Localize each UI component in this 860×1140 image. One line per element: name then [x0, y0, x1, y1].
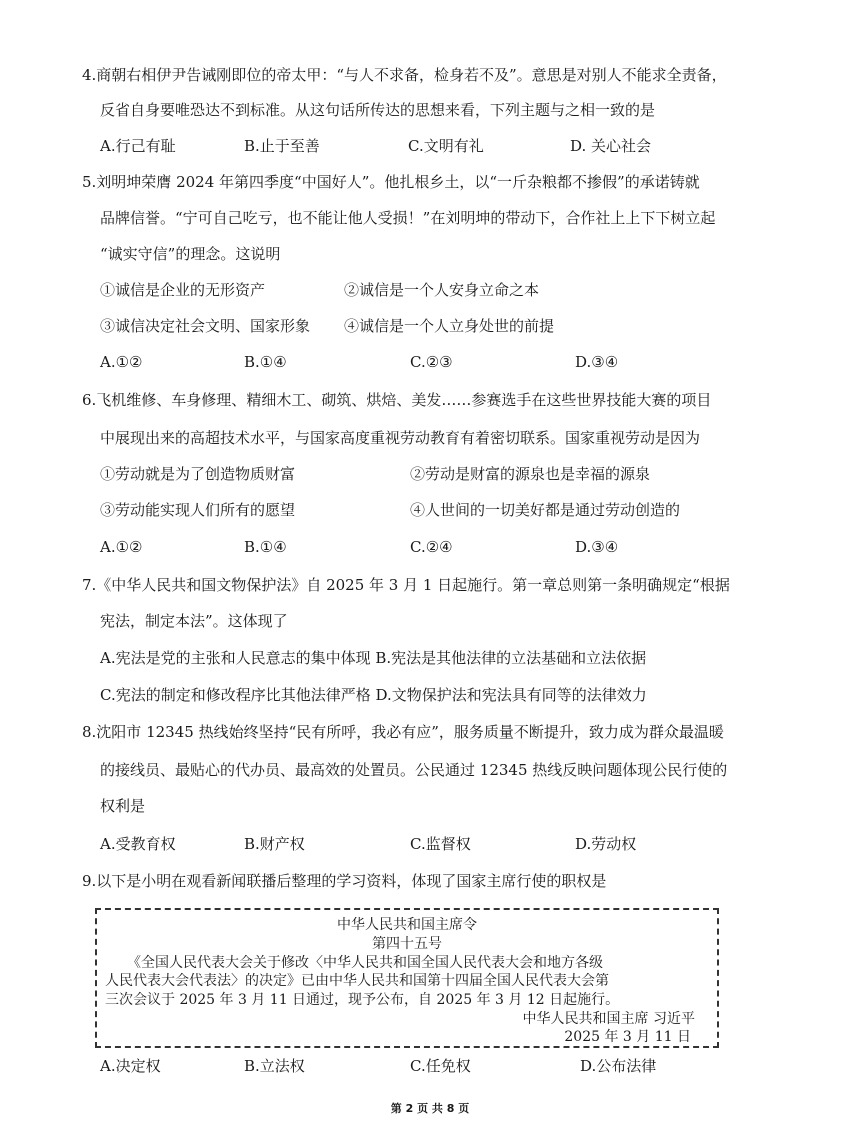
q6-option-b: B.①④ — [244, 538, 287, 556]
q7-line-2: 宪法，制定本法”。这体现了 — [100, 612, 288, 630]
q5-line-2: 品牌信誉。“宁可自己吃亏，也不能让他人受损！”在刘明坤的带动下，合作社上上下下树立起 — [100, 209, 716, 227]
q4-line-1: 4.商朝右相伊尹告诫刚即位的帝太甲：“与人不求备，检身若不及”。意思是对别人不能求全责备， — [82, 66, 727, 84]
q8-line-3: 权利是 — [100, 797, 146, 815]
q6-option-c: C.②④ — [410, 538, 453, 556]
q8-option-c: C.监督权 — [410, 835, 471, 853]
order-date: 2025 年 3 月 11 日 — [564, 1029, 691, 1045]
q6-statement-3: ③劳动能实现人们所有的愿望 — [100, 501, 296, 519]
q5-statement-1: ①诚信是企业的无形资产 — [100, 281, 266, 299]
q8-line-2: 的接线员、最贴心的代办员、最高效的处置员。公民通过 12345 热线反映问题体现公民行使的 — [100, 761, 728, 779]
q6-statement-4: ④人世间的一切美好都是通过劳动创造的 — [410, 501, 681, 519]
q9-option-c: C.任免权 — [410, 1057, 471, 1075]
q5-option-d: D.③④ — [575, 353, 619, 371]
q4-option-d: D. 关心社会 — [570, 137, 652, 155]
q6-option-d: D.③④ — [575, 538, 619, 556]
q8-option-b: B.财产权 — [244, 835, 305, 853]
q5-option-a: A.①② — [100, 353, 143, 371]
q5-option-b: B.①④ — [244, 353, 287, 371]
q9-line-1: 9.以下是小明在观看新闻联播后整理的学习资料，体现了国家主席行使的职权是 — [82, 872, 607, 890]
q4-option-a: A.行己有耻 — [100, 137, 176, 155]
q4-option-c: C.文明有礼 — [408, 137, 484, 155]
q8-option-d: D.劳动权 — [575, 835, 637, 853]
q6-line-1: 6.飞机维修、车身修理、精细木工、砌筑、烘焙、美发……参赛选手在这些世界技能大赛的项目 — [82, 391, 712, 409]
order-number: 第四十五号 — [372, 936, 442, 952]
q5-option-c: C.②③ — [410, 353, 453, 371]
q7-options-line-2: C.宪法的制定和修改程序比其他法律严格 D.文物保护法和宪法具有同等的法律效力 — [100, 686, 647, 704]
q8-option-a: A.受教育权 — [100, 835, 176, 853]
q6-statement-2: ②劳动是财富的源泉也是幸福的源泉 — [410, 465, 651, 483]
q6-option-a: A.①② — [100, 538, 143, 556]
q7-options-line-1: A.宪法是党的主张和人民意志的集中体现 B.宪法是其他法律的立法基础和立法依据 — [100, 649, 647, 667]
order-body-line-1: 《全国人民代表大会关于修改〈中华人民共和国全国人民代表大会和地方各级 — [127, 955, 603, 971]
page-footer: 第 2 页 共 8 页 — [390, 1102, 470, 1115]
q9-option-b: B.立法权 — [244, 1057, 305, 1075]
q5-statement-2: ②诚信是一个人安身立命之本 — [344, 281, 540, 299]
order-body-line-3: 三次会议于 2025 年 3 月 11 日通过，现予公布，自 2025 年 3 月 12 日起施行。 — [105, 992, 620, 1008]
q5-line-3: “诚实守信”的理念。这说明 — [100, 245, 281, 263]
q4-option-b: B.止于至善 — [244, 137, 320, 155]
q5-statement-3: ③诚信决定社会文明、国家形象 — [100, 317, 311, 335]
order-title: 中华人民共和国主席令 — [337, 917, 477, 933]
q9-option-d: D.公布法律 — [580, 1057, 657, 1075]
q5-line-1: 5.刘明坤荣膺 2024 年第四季度“中国好人”。他扎根乡土，以“一斤杂粮都不掺假”的承诺铸就 — [82, 173, 700, 191]
order-body-line-2: 人民代表大会代表法〉的决定》已由中华人民共和国第十四届全国人民代表大会第 — [105, 973, 609, 989]
q8-line-1: 8.沈阳市 12345 热线始终坚持“民有所呼，我必有应”，服务质量不断提升，致力成为群众最温暖 — [82, 723, 724, 741]
q5-statement-4: ④诚信是一个人立身处世的前提 — [344, 317, 555, 335]
q6-statement-1: ①劳动就是为了创造物质财富 — [100, 465, 296, 483]
q4-line-2: 反省自身要唯恐达不到标准。从这句话所传达的思想来看，下列主题与之相一致的是 — [100, 101, 656, 119]
order-signature: 中华人民共和国主席 习近平 — [522, 1011, 695, 1027]
q6-line-2: 中展现出来的高超技术水平，与国家高度重视劳动教育有着密切联系。国家重视劳动是因为 — [100, 429, 701, 447]
q7-line-1: 7.《中华人民共和国文物保护法》自 2025 年 3 月 1 日起施行。第一章总则第一条明确规定“根据 — [82, 576, 730, 594]
presidential-order-box — [95, 908, 719, 1048]
q9-option-a: A.决定权 — [100, 1057, 161, 1075]
